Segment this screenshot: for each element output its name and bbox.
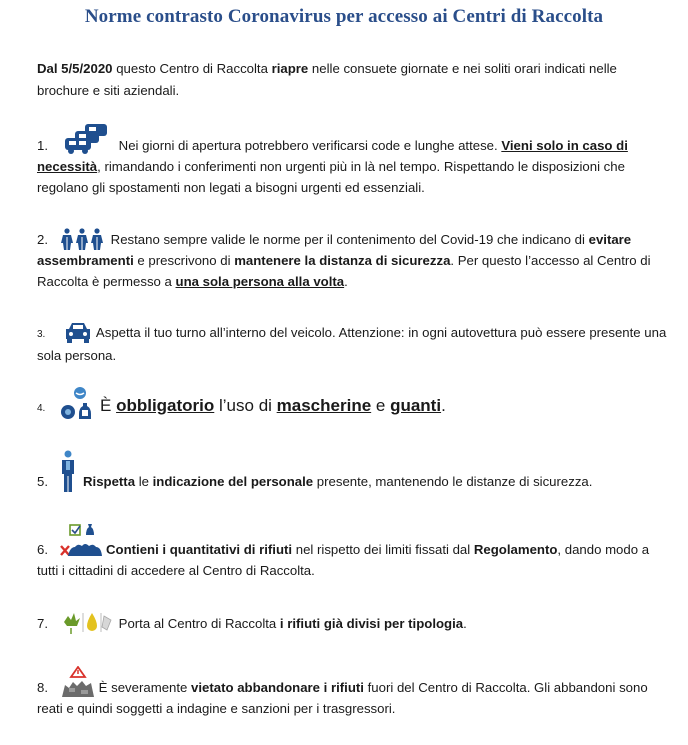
item-7-text-2: .: [463, 616, 467, 631]
item-1-come-only-if-needed: Vieni solo in caso di necessità: [37, 138, 628, 174]
intro-text-2: nelle consuete giornate e nei soliti orari indicati nelle brochure e siti aziendali.: [37, 61, 617, 98]
intro-paragraph: [37, 58, 667, 102]
item-4-gloves: guanti: [390, 396, 442, 415]
waste-quantity-icon: [60, 522, 106, 560]
item-4-masks: mascherine: [276, 396, 372, 415]
item-8-text-1: È severamente: [95, 680, 192, 695]
rule-item-5: [37, 450, 672, 492]
item-6-limit-waste: Contieni i quantitativi di rifiuti: [106, 542, 293, 557]
people-distance-icon: [61, 228, 105, 250]
item-2-avoid-gatherings: evitare assembramenti: [37, 232, 632, 268]
item-7-sorted-waste: i rifiuti già divisi per tipologia: [279, 616, 464, 631]
item-6-text-2: , dando modo a tutti i cittadini di accedere al Centro di Raccolta.: [37, 542, 650, 578]
item-1-text-1: Nei giorni di apertura potrebbero verificarsi code e lunghe attese.: [115, 138, 502, 153]
mask-gloves-icon: [59, 386, 97, 422]
item-4-text-1: È: [100, 396, 117, 415]
item-number: 1.: [37, 138, 48, 153]
item-5-text-1: le: [135, 474, 153, 489]
item-number: 3.: [37, 329, 46, 340]
item-8-text-2: fuori del Centro di Raccolta. Gli abbandoni sono reati e quindi soggetti a indagine e sanzioni per i trasgressori.: [37, 680, 648, 716]
rule-item-7: [37, 610, 672, 634]
item-7-text-1: Porta al Centro di Raccolta: [115, 616, 280, 631]
item-4-text-3: e: [371, 396, 391, 415]
staff-person-icon: [61, 450, 75, 492]
item-number: 8.: [37, 680, 48, 695]
item-2-text-1: Restano sempre valide le norme per il contenimento del Covid-19 che indicano di: [107, 232, 589, 247]
page-title: Norme contrasto Coronavirus per accesso ai Centri di Raccolta: [84, 6, 604, 27]
rule-item-1: [37, 122, 672, 198]
item-6-regulation: Regolamento: [473, 542, 558, 557]
intro-date: Dal 5/5/2020: [37, 61, 113, 76]
rule-item-2: [37, 228, 672, 292]
item-6-text-1: nel rispetto dei limiti fissati dal: [292, 542, 474, 557]
car-icon: [64, 321, 92, 345]
item-2-text-2: e prescrivono di: [133, 253, 235, 268]
item-8-forbidden-dumping: vietato abbandonare i rifiuti: [191, 680, 364, 695]
intro-text-1: questo Centro di Raccolta: [112, 61, 272, 76]
item-2-keep-distance: mantenere la distanza di sicurezza: [234, 253, 451, 268]
item-5-respect: Rispetta: [83, 474, 136, 489]
item-2-one-person: una sola persona alla volta: [175, 274, 345, 289]
item-1-text-2: , rimandando i conferimenti non urgenti più in là nel tempo. Rispettando le disposizioni che regolano gli spostamenti non legati a bisogni urgenti ed essenziali.: [37, 159, 625, 195]
rule-item-4: [37, 386, 672, 422]
rule-item-8: [37, 666, 672, 719]
traffic-jam-icon: [63, 122, 111, 156]
sorted-waste-icon: [61, 610, 113, 634]
item-number: 6.: [37, 542, 48, 557]
item-number: 4.: [37, 403, 46, 414]
item-number: 7.: [37, 616, 48, 631]
intro-reopens: riapre: [271, 61, 309, 76]
no-dumping-icon: [61, 666, 95, 698]
item-2-text-3: . Per questo l’accesso al Centro di Raccolta è permesso a: [37, 253, 651, 289]
item-4-text-4: .: [441, 396, 446, 415]
item-2-text-4: .: [344, 274, 348, 289]
item-5-text-2: presente, mantenendo le distanze di sicurezza.: [313, 474, 593, 489]
rule-item-3: [37, 321, 672, 366]
item-number: 5.: [37, 474, 48, 489]
item-4-text-2: l’uso di: [214, 396, 277, 415]
item-5-staff-instructions: indicazione del personale: [152, 474, 314, 489]
rule-item-6: [37, 522, 672, 581]
item-4-mandatory: obbligatorio: [116, 396, 215, 415]
item-3-text-1: Aspetta il tuo turno all’interno del veicolo. Attenzione: in ogni autovettura può essere presente una sola persona.: [37, 325, 667, 363]
item-number: 2.: [37, 232, 48, 247]
